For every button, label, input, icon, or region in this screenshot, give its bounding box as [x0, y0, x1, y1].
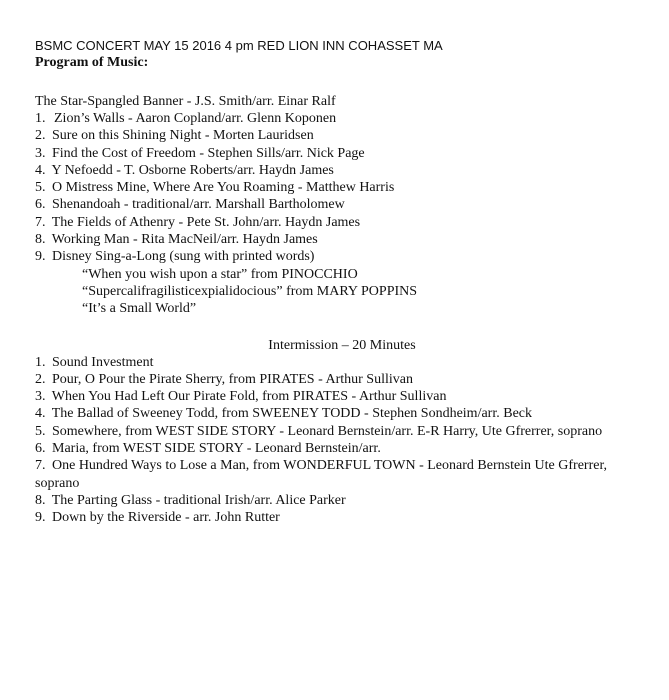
item-text: When You Had Left Our Pirate Fold, from PIRATES - Arthur Sullivan — [51, 389, 447, 405]
item-text: Maria, from WEST SIDE STORY - Leonard Bernstein/arr. — [52, 441, 381, 457]
list-item — [35, 405, 649, 422]
item-number: 6. — [35, 197, 46, 213]
item-text: Y Nefoedd - T. Osborne Roberts/arr. Haydn James — [51, 162, 334, 178]
disney-song-list — [35, 266, 649, 318]
disney-song: “It’s a Small World” — [82, 301, 197, 317]
item-number: 3. — [35, 389, 46, 405]
item-text: The Parting Glass - traditional Irish/arr. Alice Parker — [51, 492, 346, 508]
list-item — [35, 196, 649, 213]
item-number: 4. — [35, 406, 46, 422]
item-number: 8. — [35, 232, 46, 248]
item-text: The Fields of Athenry - Pete St. John/arr. Haydn James — [51, 214, 361, 230]
item-number: 5. — [35, 423, 46, 439]
item-number: 7. — [35, 458, 46, 474]
item-number: 9. — [35, 510, 46, 526]
item-text: Pour, O Pour the Pirate Sherry, from PIRATES - Arthur Sullivan — [52, 371, 413, 387]
intermission-line: Intermission – 20 Minutes — [268, 337, 416, 353]
item-number: 2. — [35, 128, 46, 144]
item-text: Zion’s Walls - Aaron Copland/arr. Glenn Koponen — [54, 111, 337, 126]
item-number: 1. — [35, 111, 46, 126]
item-number: 9. — [35, 249, 46, 265]
disney-song: “Supercalifragilisticexpialidocious” from MARY POPPINS — [82, 283, 418, 299]
list-item — [35, 248, 649, 317]
item-text: O Mistress Mine, Where Are You Roaming - Matthew Harris — [52, 180, 395, 196]
list-item — [35, 509, 649, 526]
item-number: 2. — [35, 371, 46, 387]
anthem-line: The Star-Spangled Banner - J.S. Smith/arr. Einar Ralf — [35, 94, 336, 109]
list-item — [35, 145, 649, 162]
item-text: One Hundred Ways to Lose a Man, from WONDERFUL TOWN - Leonard Bernstein Ute Gfrerrer, soprano — [35, 458, 608, 491]
item-text: The Ballad of Sweeney Todd, from SWEENEY TODD - Stephen Sondheim/arr. Beck — [51, 406, 532, 422]
item-number: 3. — [35, 145, 46, 161]
list-item — [35, 110, 649, 127]
list-item — [35, 440, 649, 457]
item-number: 5. — [35, 180, 46, 196]
item-number: 4. — [35, 162, 46, 178]
program-heading: Program of Music: — [35, 55, 149, 70]
list-item — [35, 388, 649, 405]
concert-title: BSMC CONCERT MAY 15 2016 4 pm RED LION INN COHASSET MA — [35, 38, 443, 53]
item-number: 6. — [35, 441, 46, 457]
item-number: 7. — [35, 214, 46, 230]
item-number: 1. — [35, 354, 46, 370]
item-text: Sound Investment — [52, 354, 154, 370]
list-item — [35, 371, 649, 388]
list-item — [35, 457, 649, 492]
item-text: Shenandoah - traditional/arr. Marshall Bartholomew — [52, 197, 345, 213]
list-item — [35, 354, 649, 371]
list-item — [35, 423, 649, 440]
item-text: Find the Cost of Freedom - Stephen Sills/arr. Nick Page — [52, 145, 365, 161]
item-text: Working Man - Rita MacNeil/arr. Haydn James — [51, 232, 318, 248]
list-item — [35, 127, 649, 144]
list-item — [35, 214, 649, 231]
list-item — [35, 492, 649, 509]
list-item — [35, 162, 649, 179]
item-text: Down by the Riverside - arr. John Rutter — [52, 510, 280, 526]
disney-song: “When you wish upon a star” from PINOCCHIO — [82, 266, 358, 282]
list-item — [35, 231, 649, 248]
set-one-list — [35, 110, 649, 318]
list-item — [35, 179, 649, 196]
item-text: Sure on this Shining Night - Morten Lauridsen — [52, 128, 314, 144]
item-number: 8. — [35, 492, 46, 508]
set-two-list — [35, 354, 649, 527]
item-text: Somewhere, from WEST SIDE STORY - Leonard Bernstein/arr. E-R Harry, Ute Gfrerrer, soprano — [52, 423, 603, 439]
item-text: Disney Sing-a-Long (sung with printed words) — [52, 249, 315, 265]
